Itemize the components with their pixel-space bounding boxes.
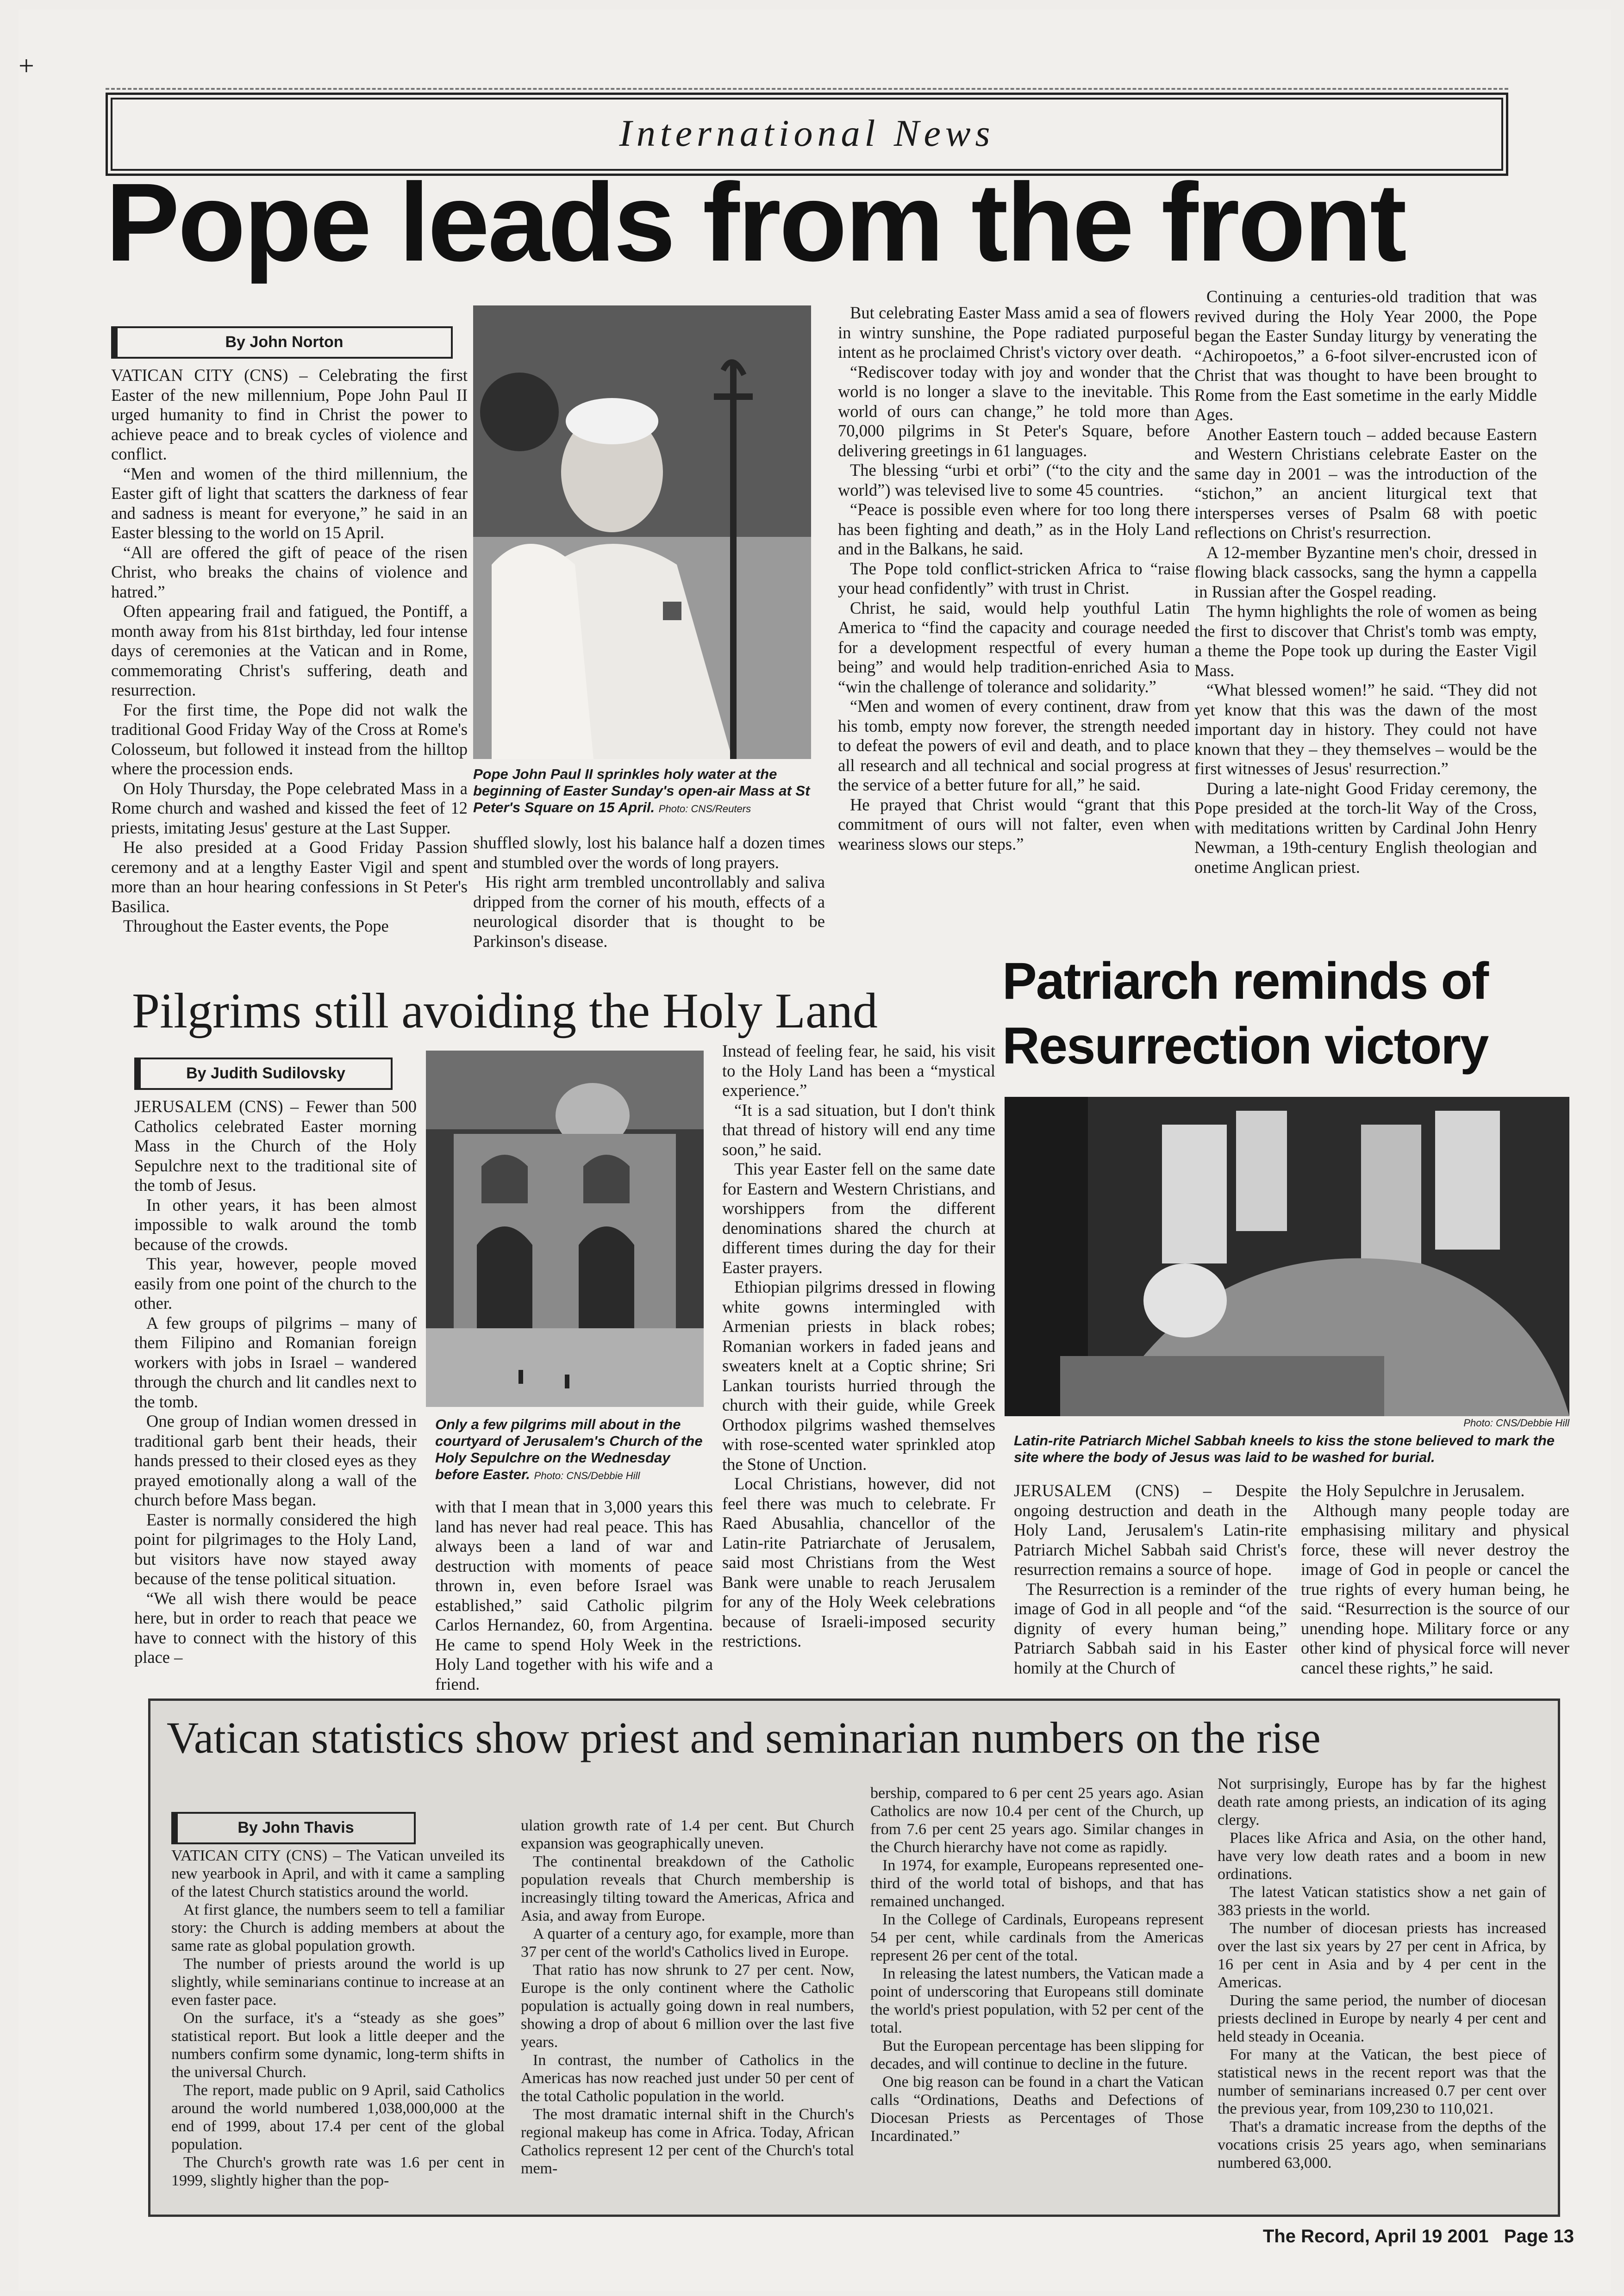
story3-photo-caption: Latin-rite Patriarch Michel Sabbah kneels to kiss the stone believed to mark the site where the body of Jesus was laid to be washed for burial. (1014, 1432, 1555, 1465)
paragraph: On the surface, it's a “steady as she goes” statistical report. But look a little deeper and the numbers confirm some dynamic, long-term shifts in the universal Church. (171, 2010, 505, 2081)
paragraph: During a late-night Good Friday ceremony, the Pope presided at the torch-lit Way of the Cross, with meditations written by Cardinal John Henry Newman, a 19th-century English theologian and onetime Anglican priest. (1194, 778, 1537, 877)
paragraph: the Holy Sepulchre in Jerusalem. (1301, 1481, 1525, 1500)
story2-photo-caption (435, 1416, 718, 1484)
story1-headline: Pope leads from the front (106, 160, 1405, 284)
paragraph: The most dramatic internal shift in the Church's regional makeup has come in Africa. Today, African Catholics represent 12 per cent of the Church's total mem- (521, 2106, 854, 2177)
paragraph: On Holy Thursday, the Pope celebrated Mass in a Rome church and washed and kissed the feet of 12 priests, imitating Jesus' gesture at the Last Supper. (111, 778, 468, 837)
paragraph: In other years, it has been almost impossible to walk around the tomb because of the crowds. (134, 1195, 417, 1254)
section-title: International News (619, 112, 995, 154)
paragraph: Throughout the Easter events, the Pope (123, 916, 389, 935)
paragraph: “Peace is possible even where for too long there has been fighting and death,” as in the Holy Land and in the Balkans, he said. (838, 500, 1190, 558)
registration-mark: + (19, 50, 34, 81)
story3-headline-line2: Resurrection victory (1002, 1017, 1488, 1075)
story2-column-1 (134, 1097, 417, 1668)
story3-photo-credit: Photo: CNS/Debbie Hill (1463, 1417, 1569, 1429)
paragraph: ulation growth rate of 1.4 per cent. But Church expansion was geographically uneven. (521, 1817, 854, 1852)
paragraph: “What blessed women!” he said. “They did not yet know that this was the dawn of the most important day in history. They could not have known that they – they themselves – would be the first witnesses of Jesus' resurrection.” (1194, 680, 1537, 778)
paragraph: VATICAN CITY (CNS) – The Vatican unveiled its new yearbook in April, and with it came a sampling of the latest Church statistics around the world. (171, 1847, 505, 1900)
paragraph: bership, compared to 6 per cent 25 years ago. Asian Catholics are now 10.4 per cent of the Church, up from 7.6 per cent 25 years ago. Similar changes in the Church hierarchy have not come as rapidly. (870, 1785, 1204, 1856)
paragraph: But celebrating Easter Mass amid a sea of flowers in wintry sunshine, the Pope radiated purposeful intent as he proclaimed Christ's victory over death. (838, 303, 1190, 361)
paragraph: One big reason can be found in a chart the Vatican calls “Ordinations, Deaths and Defections of Diocesan Priests as Percentages of Those Incardinated.” (870, 2073, 1204, 2145)
pope-photo-illustration (473, 305, 811, 759)
paragraph: For many at the Vatican, the best piece of statistical news in the recent report was that the number of seminarians increased 0.7 per cent over the previous year, from 109,230 to 110,021. (1218, 2046, 1546, 2117)
paragraph: The blessing “urbi et orbi” (“to the city and the world”) was televised live to some 45 countries. (838, 460, 1190, 499)
story3-headline (1002, 949, 1558, 1078)
paragraph: “It is a sad situation, but I don't think that thread of history will end any time soon,” he said. (722, 1100, 995, 1159)
paragraph: During the same period, the number of diocesan priests declined in Europe by nearly 4 per cent and held steady in Oceania. (1218, 1992, 1546, 2045)
paragraph: But the European percentage has been slipping for decades, and will continue to decline in the future. (870, 2037, 1204, 2072)
holy-sepulchre-illustration (426, 1051, 704, 1407)
pope-photo (473, 305, 811, 759)
top-dashed-rule (106, 88, 1508, 90)
page-footer: The Record, April 19 2001 Page 13 (1262, 2226, 1574, 2246)
story1-column-3 (838, 303, 1190, 854)
story4-column-3 (870, 1784, 1204, 2145)
paragraph: The number of priests around the world is up slightly, while seminarians continue to increase at an even faster pace. (171, 1955, 505, 2009)
story3-column-2 (1301, 1481, 1569, 1678)
paragraph: VATICAN CITY (CNS) – Celebrating the first Easter of the new millennium, Pope John Paul II urged humanity to find in Christ the power to achieve peace and to break cycles of violence and conflict. (111, 366, 468, 463)
story4-column-2 (521, 1817, 854, 2178)
paragraph: A 12-member Byzantine men's choir, dressed in flowing black cassocks, sang the hymn a cappella in Russian after the Gospel reading. (1194, 542, 1537, 601)
story4-column-4 (1218, 1775, 1546, 2172)
story1-column-4 (1194, 287, 1537, 877)
paragraph: One group of Indian women dressed in traditional garb bent their heads, their hands pressed to their closed eyes as they prayed emotionally along a wall of the church before Mass began. (134, 1412, 417, 1509)
paragraph: The Resurrection is a reminder of the image of God in all people and “of the dignity of every human being,” Patriarch Sabbah said in his Easter homily at the Church of (1014, 1579, 1287, 1677)
paragraph: “All are offered the gift of peace of the risen Christ, who breaks the chains of violence and hatred.” (111, 542, 468, 601)
paragraph: For the first time, the Pope did not walk the traditional Good Friday Way of the Cross at Rome's Colosseum, but followed it instead from the hilltop where the procession ends. (111, 700, 468, 778)
paragraph: “Men and women of the third millennium, the Easter gift of light that scatters the darkness of fear and sadness is meant for everyone,” he said in an Easter blessing to the world on 15 April. (111, 464, 468, 542)
paragraph: A few groups of pilgrims – many of them Filipino and Romanian foreign workers with jobs in Israel – wandered through the church and lit candles next to the tomb. (134, 1313, 417, 1411)
paragraph: shuffled slowly, lost his balance half a dozen times and stumbled over the words of long prayers. (473, 833, 825, 872)
paragraph: The Church's growth rate was 1.6 per cent in 1999, slightly higher than the pop- (171, 2154, 505, 2189)
paragraph: That's a dramatic increase from the depths of the vocations crisis 25 years ago, when seminarians numbered 63,000. (1218, 2118, 1546, 2172)
paragraph: In contrast, the number of Catholics in the Americas has now reached just under 50 per cent of the total Catholic population in the world. (521, 2052, 854, 2105)
paragraph: Christ, he said, would help youthful Latin America to “find the capacity and courage needed for a development respectful of every human being” and would help tradition-enriched Asia to “win the challenge of tolerance and solidarity.” (838, 598, 1190, 696)
paragraph: A quarter of a century ago, for example, more than 37 per cent of the world's Catholics lived in Europe. (521, 1925, 854, 1960)
story2-column-3 (722, 1041, 995, 1651)
paragraph: In releasing the latest numbers, the Vatican made a point of underscoring that Europeans still dominate the world's priest population, with 52 per cent of the total. (870, 1965, 1204, 2036)
paragraph: He prayed that Christ would “grant that this commitment of ours will not falter, even when weariness slows our steps.” (838, 795, 1190, 853)
paragraph: The hymn highlights the role of women as being the first to discover that Christ's tomb was empty, a theme the Pope took up during the Easter Vigil Mass. (1194, 602, 1537, 680)
paragraph: “Men and women of every continent, draw from his tomb, empty now forever, the strength needed to defeat the powers of evil and death, and to place all research and all technical and social progress at the service of a better future for all,” he said. (838, 697, 1190, 794)
paragraph: Ethiopian pilgrims dressed in flowing white gowns intermingled with Armenian priests in black robes; Romanian workers in faded jeans and sweaters knelt at a Coptic shrine; Sri Lankan tourists hurried through the church with their guide, while Greek Orthodox pilgrims washed themselves with rose-scented water sprinkled atop the Stone of Unction. (722, 1277, 995, 1474)
paragraph: In 1974, for example, Europeans represented one-third of the world total of bishops, and that has remained unchanged. (870, 1857, 1204, 1910)
story4-column-1 (171, 1847, 505, 2190)
story1-photo-caption (473, 766, 825, 817)
paragraph: The Pope told conflict-stricken Africa to “raise your head confidently” with trust in Christ. (838, 559, 1190, 597)
patriarch-photo-illustration (1005, 1097, 1569, 1416)
paragraph: This year, however, people moved easily from one point of the church to the other. (134, 1254, 417, 1313)
patriarch-photo (1005, 1097, 1569, 1416)
photo-credit: Photo: CNS/Debbie Hill (534, 1470, 640, 1481)
holy-sepulchre-photo (426, 1051, 704, 1407)
paragraph: In the College of Cardinals, Europeans represent 54 per cent, while cardinals from the Americas represent 26 per cent of the total. (870, 1911, 1204, 1964)
story2-byline: By Judith Sudilovsky (134, 1058, 393, 1090)
paragraph: Easter is normally considered the high point for pilgrimages to the Holy Land, but visitors have now stayed away because of the tense political situation. (134, 1510, 417, 1588)
story3-column-1 (1014, 1481, 1287, 1678)
paragraph: “Rediscover today with joy and wonder that the world is no longer a slave to the inevitable. This world of ours can change,” he told more than 70,000 pilgrims in St Peter's Square, before delivering greetings in 61 languages. (838, 362, 1190, 460)
paragraph: The latest Vatican statistics show a net gain of 383 priests in the world. (1218, 1884, 1546, 1919)
paragraph: JERUSALEM (CNS) – Despite ongoing destruction and death in the Holy Land, Jerusalem's Latin-rite Patriarch Michel Sabbah said Christ's resurrection remains a source of hope. (1014, 1481, 1287, 1579)
paragraph: At first glance, the numbers seem to tell a familiar story: the Church is adding members at about the same rate as global population growth. (171, 1901, 505, 1954)
story4-headline: Vatican statistics show priest and seminarian numbers on the rise (167, 1713, 1321, 1762)
paragraph: He also presided at a Good Friday Passion ceremony and at a lengthy Easter Vigil and spent more than an hour hearing confessions in St Peter's Basilica. (111, 838, 468, 916)
paragraph: Another Eastern touch – added because Eastern and Western Christians celebrate Easter on the same day in 2001 – was the introduction of the “stichon,” an ancient liturgical text that intersperses verses of Psalm 68 with poetic reflections on Christ's resurrection. (1194, 424, 1537, 542)
paragraph: Not surprisingly, Europe has by far the highest death rate among priests, an indication of its aging clergy. (1218, 1775, 1546, 1829)
paragraph: Instead of feeling fear, he said, his visit to the Holy Land has been a “mystical experience.” (722, 1041, 995, 1100)
paragraph: Continuing a centuries-old tradition that was revived during the Holy Year 2000, the Pope began the Easter Sunday liturgy by venerating the “Achiropoetos,” a 6-foot silver-encrusted icon of Christ that was thought to have been brought to Rome from the East sometime in the early Middle Ages. (1194, 287, 1537, 424)
paragraph: Local Christians, however, did not feel there was much to celebrate. Fr Raed Abusahlia, chancellor of the Latin-rite Patriarchate of Jerusalem, said most Christians from the West Bank were unable to reach Jerusalem for any of the Holy Week celebrations because of Israeli-imposed security restrictions. (722, 1474, 995, 1650)
story2-headline: Pilgrims still avoiding the Holy Land (132, 983, 878, 1039)
paragraph: JERUSALEM (CNS) – Fewer than 500 Catholics celebrated Easter morning Mass in the Church of the Holy Sepulchre next to the traditional site of the tomb of Jesus. (134, 1097, 417, 1195)
story1-column-1 (111, 366, 468, 936)
paragraph: That ratio has now shrunk to 27 per cent. Now, Europe is the only continent where the Catholic population is actually going down in real numbers, showing a drop of about 6 million over the last five years. (521, 1961, 854, 2051)
caption-text: Pope John Paul II sprinkles holy water at the beginning of Easter Sunday's open-air Mass at St Peter's Square on 15 April. (473, 766, 810, 815)
paragraph: Often appearing frail and fatigued, the Pontiff, a month away from his 81st birthday, led four intense days of ceremonies at the Vatican and in Rome, commemorating Christ's suffering, death and resurrection. (111, 602, 468, 699)
story4-byline: By John Thavis (171, 1812, 416, 1844)
paragraph: His right arm trembled uncontrollably and saliva dripped from the corner of his mouth, effects of a neurological disorder that is thought to be Parkinson's disease. (473, 872, 825, 951)
paragraph: “We all wish there would be peace here, but in order to reach that peace we have to connect with the history of this place – (134, 1588, 417, 1667)
paragraph: The number of diocesan priests has increased over the last six years by 27 per cent in Africa, by 16 per cent in Asia and by 4 per cent in the Americas. (1218, 1920, 1546, 1991)
story1-column-2 (473, 833, 825, 951)
story1-byline: By John Norton (111, 326, 453, 359)
paragraph: with that I mean that in 3,000 years this land has never had real peace. This has always been a land of war and destruction with moments of peace thrown in, even before Israel was established,” said Catholic pilgrim Carlos Hernandez, 60, from Argentina. He came to spend Holy Week in the Holy Land together with his wife and a friend. (435, 1497, 713, 1693)
paragraph: The continental breakdown of the Catholic population reveals that Church membership is increasingly tilting toward the Americas, Africa and Asia, and away from Europe. (521, 1853, 854, 1924)
paragraph: The report, made public on 9 April, said Catholics around the world numbered 1,038,000,000 at the end of 1999, about 17.4 per cent of the global population. (171, 2082, 505, 2153)
paragraph: Although many people today are emphasising military and physical force, these will never destroy the image of God in people or cancel the true rights of every human being, he said. “Resurrection is the source of our unending hope. Military force or any other kind of physical force will never cancel these rights,” he said. (1301, 1500, 1569, 1677)
photo-credit: Photo: CNS/Reuters (658, 803, 751, 815)
paragraph: This year Easter fell on the same date for Eastern and Western Christians, and worshippers from the different denominations shared the church at different times during the day for their Easter prayers. (722, 1159, 995, 1277)
paragraph: Places like Africa and Asia, on the other hand, have very low death rates and a boom in new ordinations. (1218, 1829, 1546, 1883)
story3-headline-line1: Patriarch reminds of (1002, 952, 1488, 1010)
caption-text: Only a few pilgrims mill about in the courtyard of Jerusalem's Church of the Holy Sepulchre on the Wednesday before Easter. (435, 1416, 703, 1482)
story2-column-2 (435, 1497, 713, 1694)
